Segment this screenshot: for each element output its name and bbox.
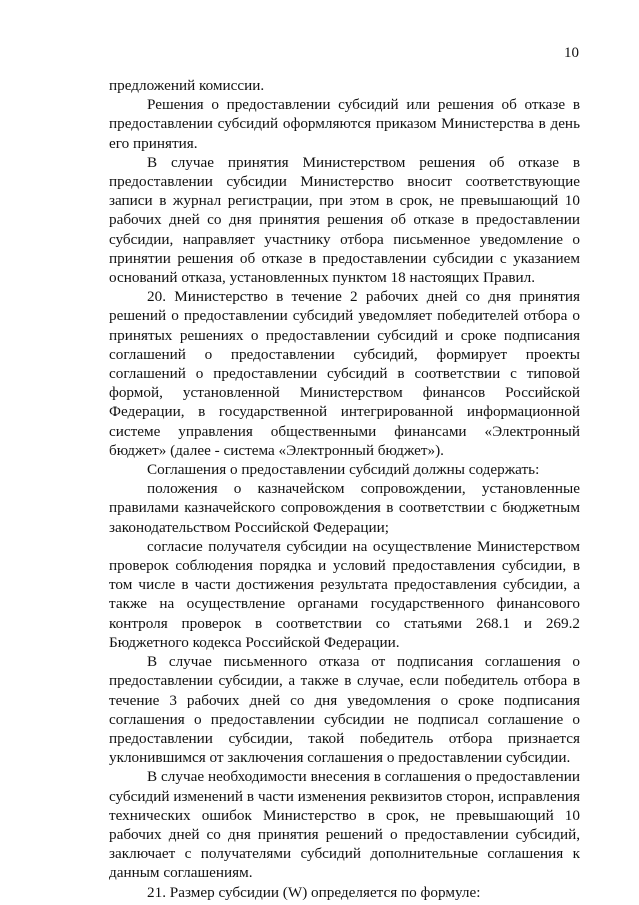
paragraph-treasury-support: положения о казначейском сопровождении, установленные правилами казначейского сопровождения в соответствии с бюджетным законодательством Российской Федерации; [109,480,580,536]
paragraph-item-21: 21. Размер субсидии (W) определяется по формуле: [147,883,481,901]
paragraph-refusal-notice: В случае принятия Министерством решения об отказе в предоставлении субсидии Министерство вносит соответствующие записи в журнал регистрации, при этом в срок, не превышающий 10 рабочих дней со дня принятия решения об отказе в предоставлении субсидии, направляет участнику отбора письменное уведомление о принятии решения об отказе в предоставлении субсидии с указанием оснований отказа, установленных пунктом 18 настоящих Правил. [109,153,580,287]
paragraph-decision-order: Решения о предоставлении субсидий или решения об отказе в предоставлении субсидий оформляются приказом Министерства в день его принятия. [109,96,580,152]
paragraph-continuation: предложений комиссии. [109,77,265,94]
paragraph-recipient-consent: согласие получателя субсидии на осуществление Министерством проверок соблюдения порядка и условий предоставления субсидии, в том числе в части достижения результата предоставления субсидии, а также на осуществление органами государственного финансового контроля проверок в соответствии со статьями 268.1 и 269.2 Бюджетного кодекса Российской Федерации. [109,537,580,651]
paragraph-amendments: В случае необходимости внесения в соглашения о предоставлении субсидий изменений в части изменения реквизитов сторон, исправления технических ошибок Министерство в срок, не превышающий 10 рабочих дней со дня принятия решений о предоставлении субсидий, заключает с получателями субсидий дополнительные соглашения к данным соглашениям. [109,768,580,882]
paragraph-signing-refusal: В случае письменного отказа от подписания соглашения о предоставлении субсидии, а также в случае, если победитель отбора в течение 3 рабочих дней со дня уведомления о сроке подписания соглашения о предоставлении субсидии не подписал соглашение о предоставлении субсидии, такой победитель отбора признается уклонившимся от заключения соглашения о предоставлении субсидии. [109,653,580,767]
page-number: 10 [564,45,579,61]
document-body [109,76,580,902]
paragraph-agreement-contents: Соглашения о предоставлении субсидий должны содержать: [147,461,540,479]
paragraph-item-20: 20. Министерство в течение 2 рабочих дней со дня принятия решений о предоставлении субсидий уведомляет победителей отбора о принятых решениях о предоставлении субсидий и сроке подписания соглашений о предоставлении субсидий, формирует проекты соглашений о предоставлении субсидий в соответствии с типовой формой, установленной Министерством финансов Российской Федерации, в государственной интегрированной информационной системе управления общественными финансами «Электронный бюджет» (далее - система «Электронный бюджет»). [109,288,580,459]
